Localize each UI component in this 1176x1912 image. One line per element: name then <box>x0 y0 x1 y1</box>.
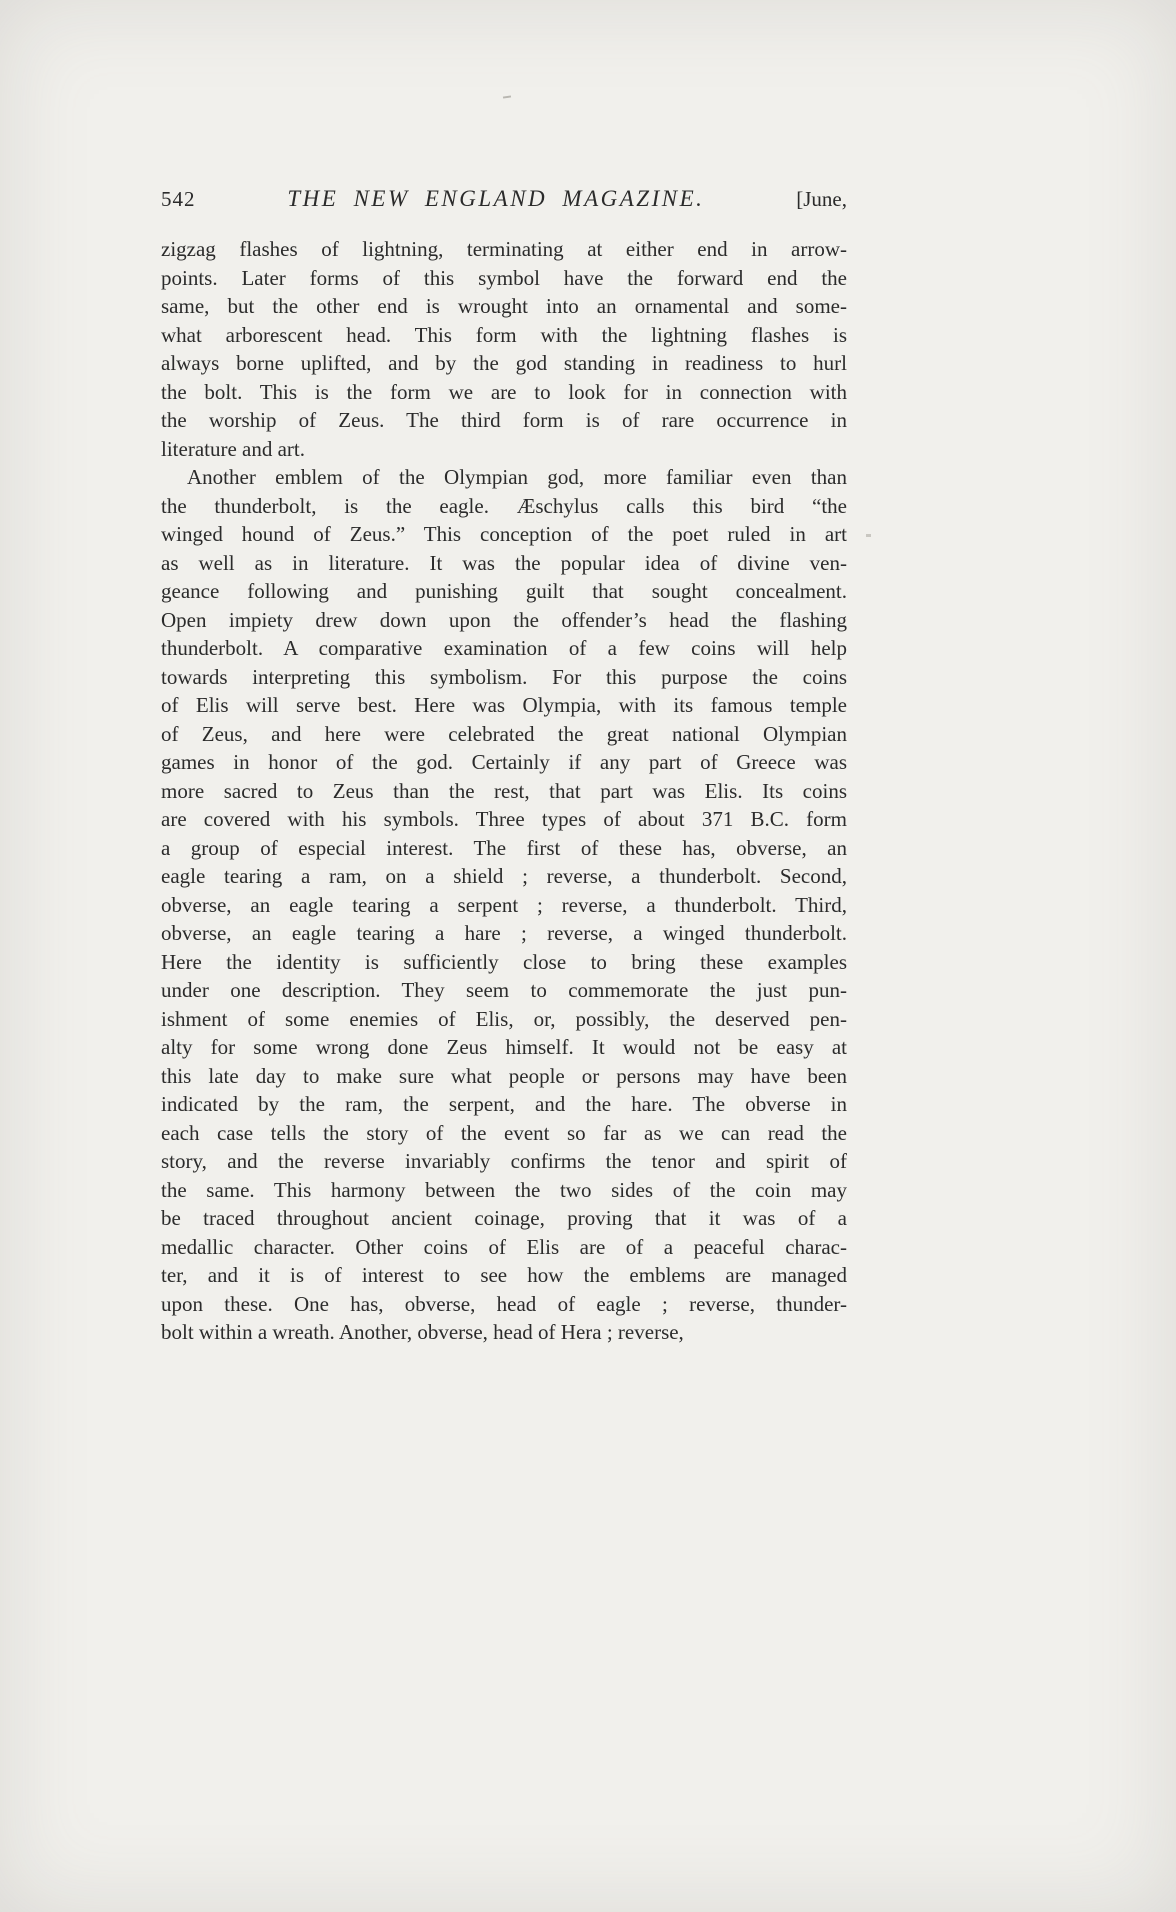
text-line: as well as in literature. It was the popular idea of divine ven- <box>161 550 847 575</box>
text-line: more sacred to Zeus than the rest, that part was Elis. Its coins <box>161 778 847 803</box>
text-line: story, and the reverse invariably confirms the tenor and spirit of <box>161 1149 847 1173</box>
text-line: thunderbolt. A comparative examination of a few coins will help <box>161 636 847 660</box>
text-line: of Elis will serve best. Here was Olympia, with its famous temple <box>161 693 847 717</box>
magazine-title: THE NEW ENGLAND MAGAZINE. <box>287 186 705 211</box>
text-line: what arborescent head. This form with the lightning flashes is <box>161 322 847 347</box>
scan-artifact <box>503 95 511 98</box>
text-line: same, but the other end is wrought into an ornamental and some- <box>161 294 847 318</box>
text-line: are covered with his symbols. Three types of about 371 B.C. form <box>161 807 847 831</box>
text-line: games in honor of the god. Certainly if any part of Greece was <box>161 750 847 774</box>
text-line: upon these. One has, obverse, head of eagle ; reverse, thunder- <box>161 1291 847 1316</box>
text-line: ter, and it is of interest to see how the emblems are managed <box>161 1263 847 1287</box>
issue-date: [June, <box>796 187 847 211</box>
text-line: medallic character. Other coins of Elis are of a peaceful charac- <box>161 1234 847 1259</box>
scan-artifact <box>866 534 871 537</box>
text-line: Here the identity is sufficiently close to bring these examples <box>161 949 847 974</box>
text-line: literature and art. <box>161 436 306 461</box>
text-line: the bolt. This is the form we are to look for in connection with <box>161 379 847 404</box>
text-line: obverse, an eagle tearing a hare ; reverse, a winged thunderbolt. <box>161 921 847 945</box>
text-line: be traced throughout ancient coinage, proving that it was of a <box>161 1206 847 1230</box>
text-line: winged hound of Zeus.” This conception of the poet ruled in art <box>161 522 847 546</box>
page-number: 542 <box>161 187 196 211</box>
text-line: under one description. They seem to commemorate the just pun- <box>161 978 847 1002</box>
text-line: the thunderbolt, is the eagle. Æschylus calls this bird “the <box>161 493 847 518</box>
page-header <box>161 186 847 212</box>
text-line: obverse, an eagle tearing a serpent ; reverse, a thunderbolt. Third, <box>161 892 847 917</box>
text-line: zigzag flashes of lightning, terminating at either end in arrow- <box>161 237 847 261</box>
text-line: points. Later forms of this symbol have the forward end the <box>161 265 847 290</box>
text-line: geance following and punishing guilt that sought concealment. <box>161 579 847 603</box>
text-line: the worship of Zeus. The third form is of rare occurrence in <box>161 408 847 432</box>
text-line: bolt within a wreath. Another, obverse, head of Hera ; reverse, <box>161 1320 684 1344</box>
text-line: the same. This harmony between the two sides of the coin may <box>161 1177 847 1202</box>
text-line: Open impiety drew down upon the offender’s head the flashing <box>161 607 847 632</box>
text-line: a group of especial interest. The first of these has, obverse, an <box>161 835 847 860</box>
text-line: always borne uplifted, and by the god standing in readiness to hurl <box>161 351 847 375</box>
text-line: alty for some wrong done Zeus himself. It would not be easy at <box>161 1035 847 1059</box>
text-line: towards interpreting this symbolism. For this purpose the coins <box>161 664 847 689</box>
text-line: Another emblem of the Olympian god, more familiar even than <box>187 465 847 489</box>
text-line: ishment of some enemies of Elis, or, possibly, the deserved pen- <box>161 1006 847 1031</box>
text-line: eagle tearing a ram, on a shield ; reverse, a thunderbolt. Second, <box>161 864 847 888</box>
text-line: this late day to make sure what people or persons may have been <box>161 1063 847 1088</box>
text-line: of Zeus, and here were celebrated the great national Olympian <box>161 721 847 746</box>
text-line: indicated by the ram, the serpent, and the hare. The obverse in <box>161 1092 847 1116</box>
text-line: each case tells the story of the event so far as we can read the <box>161 1120 847 1145</box>
page-body <box>161 235 847 1347</box>
